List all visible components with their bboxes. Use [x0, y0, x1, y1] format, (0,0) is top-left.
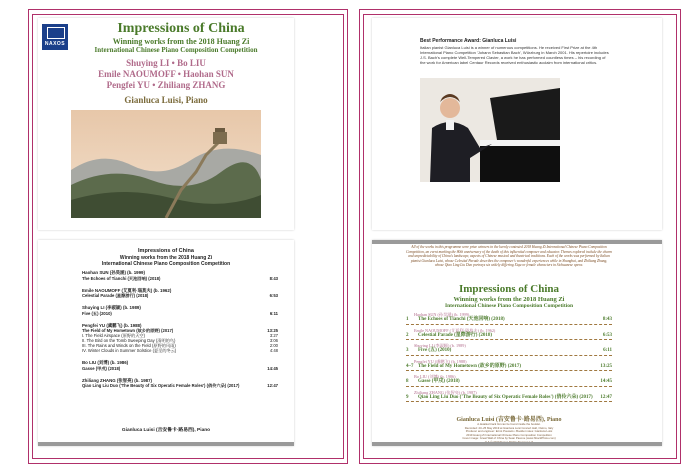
- inlay-track-duration: 4:48: [269, 348, 278, 353]
- inlay-track-title: Gasse (甲戌) (2018): [82, 365, 121, 371]
- back-cover-track-number: 4–7: [406, 363, 414, 369]
- naxos-logo: NAXOS: [42, 24, 68, 50]
- back-cover-track-duration: 14:45: [600, 379, 612, 384]
- inlay-track-title: II. The Bird on the Tomb Sweeping Day (清明的鸟): [82, 338, 176, 343]
- inlay-composer: Zhiliang ZHANG (张智亮) (b. 1987): [82, 377, 153, 383]
- back-cover-track-title: The Echoes of Tianchi (天池回响) (2018): [418, 317, 505, 322]
- inlay-track-list: [82, 270, 278, 430]
- back-cover-performer: Gianluca Luisi (吉安鲁卡·路易西), Piano: [456, 417, 562, 423]
- back-cover-composer: Emile NAOUMOFF (艾夏利·瑙莫夫) (b. 1962): [414, 327, 496, 333]
- inlay-track-duration: 8:43: [269, 275, 278, 281]
- inlay-track-title: IV. Winter Clouds in Summer Solstice (夏至的冬云): [82, 348, 177, 353]
- inlay-subtitle-2: International Chinese Piano Composition Competition: [101, 261, 231, 267]
- credit-line: A detailed track list can be found inside the booklet.: [477, 422, 541, 426]
- award-heading: Best Performance Award: Gianluca Luisi: [420, 38, 517, 44]
- back-cover-track-title: The Field of My Hometown (故乡的原野) (2017): [418, 363, 522, 369]
- award-text: Italian pianist Gianluca Luisi is a winner of numerous competitions. He received First Prize at the 4th International Piano Competition 'Johann Sebastian Bach', Würzburg in March 2001. His repertoire includes J.S. Bach's complete Well-Tempered Clavier, a work he has performed countless times – his recording of the work for American label Centaur Records received enthusiastic acclaim from international critics.: [420, 45, 609, 65]
- back-cover-track-duration: 12:47: [600, 394, 612, 400]
- inlay-track-duration: 6:11: [269, 310, 278, 316]
- cover-subtitle-1: Winning works from the 2018 Huang Zi: [112, 37, 250, 46]
- inlay-track-row: [82, 383, 278, 388]
- inlay-track-title: The Echoes of Tianchi (天池回响) (2018): [82, 275, 161, 281]
- inlay-track-duration: 3:06: [269, 338, 278, 343]
- inlay-bottom-bar: [38, 442, 294, 446]
- back-cover-divider: [406, 355, 612, 356]
- back-cover-composer: Zhiliang ZHANG (张智亮) (b. 1987): [414, 389, 477, 395]
- inlay-track-row: [82, 293, 278, 298]
- booklet-page: [372, 18, 662, 230]
- front-cover: [38, 18, 294, 230]
- inlay-composer: Shuying LI (李淑颖) (b. 1989): [82, 305, 141, 310]
- inlay-track-title: The Field of My Hometown (故乡的原野) (2017): [82, 328, 174, 333]
- credit-line: Producer and engineer: Ernst Pouwels • Booklet notes: Gianluca Luisi: [465, 429, 553, 433]
- back-cover-track-duration: 6:11: [603, 348, 612, 353]
- back-cover-divider: [406, 324, 612, 325]
- back-cover-track-title: Five (五) (2010): [418, 348, 452, 353]
- back-cover-track-row: [406, 317, 612, 323]
- inlay-title: Impressions of China: [138, 248, 194, 254]
- back-cover-subtitle-2: International Chinese Piano Composition Competition: [444, 303, 574, 309]
- inlay-track-row: [82, 366, 278, 371]
- back-cover-track-row: [406, 348, 612, 354]
- back-cover-track-duration: 13:25: [600, 363, 612, 369]
- cover-composer-line-2: Emile NAOUMOFF • Haohan SUN: [98, 69, 234, 79]
- credit-line: 2019 Huang Zi International Chinese Piano Composition Competition: [466, 432, 552, 437]
- back-cover-track-title: Celestial Parade (星際游行) (2018): [418, 332, 493, 338]
- pianist-photo: [420, 78, 560, 182]
- inlay-composer: Emile NAOUMOFF (艾夏利·瑙莫夫) (b. 1962): [82, 287, 172, 293]
- back-cover-composer: Pengfei YU (虞鹏飞) (b. 1988): [414, 358, 467, 364]
- inlay-subtitle-1: Winning works from the 2018 Huang Zi: [119, 255, 213, 261]
- inlay-track-title: III. The Rains and Winds on the Field (原野的风雨): [82, 343, 176, 348]
- back-inlay: [38, 240, 294, 446]
- back-cover-track-number: 3: [406, 348, 409, 353]
- back-cover-top-bar: [372, 240, 662, 244]
- back-cover-track-row: [406, 333, 612, 339]
- back-cover-track-row: [406, 364, 612, 370]
- inlay-track-row: [82, 348, 278, 353]
- back-cover-divider: [406, 370, 612, 371]
- back-cover-subtitle-1: Winning works from the 2018 Huang Zi: [453, 296, 565, 303]
- back-cover-track-list: [406, 312, 612, 412]
- back-cover-track-title: Qiao Ling Liu Duo ('The Beauty of Six Operatic Female Roles') (俏伶六朵) (2017): [418, 394, 593, 400]
- back-cover-credits: [406, 423, 612, 444]
- back-cover-track-row: [406, 395, 612, 401]
- back-cover-track-number: 9: [406, 394, 409, 400]
- cover-performer: Gianluca Luisi, Piano: [124, 95, 208, 105]
- back-cover-intro: All of the works in this programme were prize winners in the keenly contested 2018 Huang Zi International Chinese Piano Composition Competition, an event marking the 80th anniversary of the death of this influential composer and educator. Themes explored include the charm and unpredictability of China's landscape, aspects of Chinese musical and theatrical traditions. Each of the works was performed by Italian pianist Gianluca Luisi, whose Celestial Parade describes the composer's wonderful experiences while in Shanghai, and Zhiliang Zhang, whose Qiao Ling Liu Duo portrays six widely differing Xiqu or female characters in Sichuanese opera.: [406, 245, 612, 268]
- great-wall-image: [71, 110, 261, 218]
- back-cover-track-row: [406, 379, 612, 385]
- back-cover: [372, 240, 662, 446]
- back-cover-composer: Bo LIU (刘博) (b. 1986): [414, 374, 456, 379]
- back-cover-divider: [406, 401, 612, 402]
- back-cover-title: Impressions of China: [458, 283, 560, 295]
- inlay-composer: Bo LIU (刘博) (b. 1986): [82, 360, 129, 365]
- inlay-composer: Pengfei YU (虞鹏飞) (b. 1988): [82, 322, 142, 328]
- inlay-track-title: Celestial Parade (星際游行) (2018): [82, 293, 149, 298]
- inlay-composer: Haohan SUN (孙昊涵) (b. 1999): [82, 270, 145, 275]
- cover-composer-line-3: Pengfei YU • Zhiliang ZHANG: [106, 80, 226, 90]
- credit-line: Cover image: Great Wall of China by Sean Pavone (www.iStockPhoto.com): [462, 436, 556, 440]
- inlay-track-title: Five (五) (2010): [82, 310, 112, 316]
- cover-title: Impressions of China: [117, 21, 245, 36]
- inlay-track-duration: 12:47: [267, 383, 278, 388]
- back-cover-track-title: Gasse (甲戌) (2018): [418, 379, 460, 384]
- inlay-track-duration: 3:27: [269, 333, 278, 338]
- back-cover-divider: [406, 339, 612, 340]
- back-cover-track-number: 2: [406, 332, 409, 338]
- back-cover-track-duration: 6:53: [602, 332, 612, 338]
- back-cover-composer: Haohan SUN (孙昊涵) (b. 1999): [414, 312, 470, 317]
- inlay-track-row: [82, 311, 278, 316]
- back-cover-divider: [406, 386, 612, 387]
- inlay-track-duration: 13:25: [267, 328, 278, 333]
- cover-composer-line-1: Shuying LI • Bo LIU: [126, 58, 206, 68]
- back-cover-track-number: 1: [406, 317, 409, 322]
- back-cover-track-duration: 8:43: [602, 317, 612, 322]
- inlay-track-title: I. The Field Airspace (原野的天空): [82, 333, 145, 338]
- back-cover-bottom-bar: [372, 442, 662, 446]
- cover-subtitle-2: International Chinese Piano Composition Competition: [94, 46, 258, 54]
- inlay-performer: Gianluca Luisi (吉安鲁卡·路易西), Piano: [121, 428, 211, 433]
- back-cover-composer: Shuying LI (李淑颖) (b. 1989): [414, 343, 466, 348]
- back-cover-track-number: 8: [406, 379, 409, 384]
- inlay-track-row: [82, 276, 278, 281]
- credit-line: Recorded: 23–25 May 2019 at Gianluca Luisi Concert Hall, Osimo, Italy: [464, 425, 554, 430]
- inlay-track-title: Qiao Ling Liu Duo ('The Beauty of Six Operatic Female Roles') (俏伶六朵) (2017): [82, 383, 240, 388]
- inlay-track-duration: 6:53: [269, 293, 278, 298]
- inlay-track-duration: 2:00: [269, 343, 278, 348]
- inlay-track-duration: 14:45: [267, 365, 278, 371]
